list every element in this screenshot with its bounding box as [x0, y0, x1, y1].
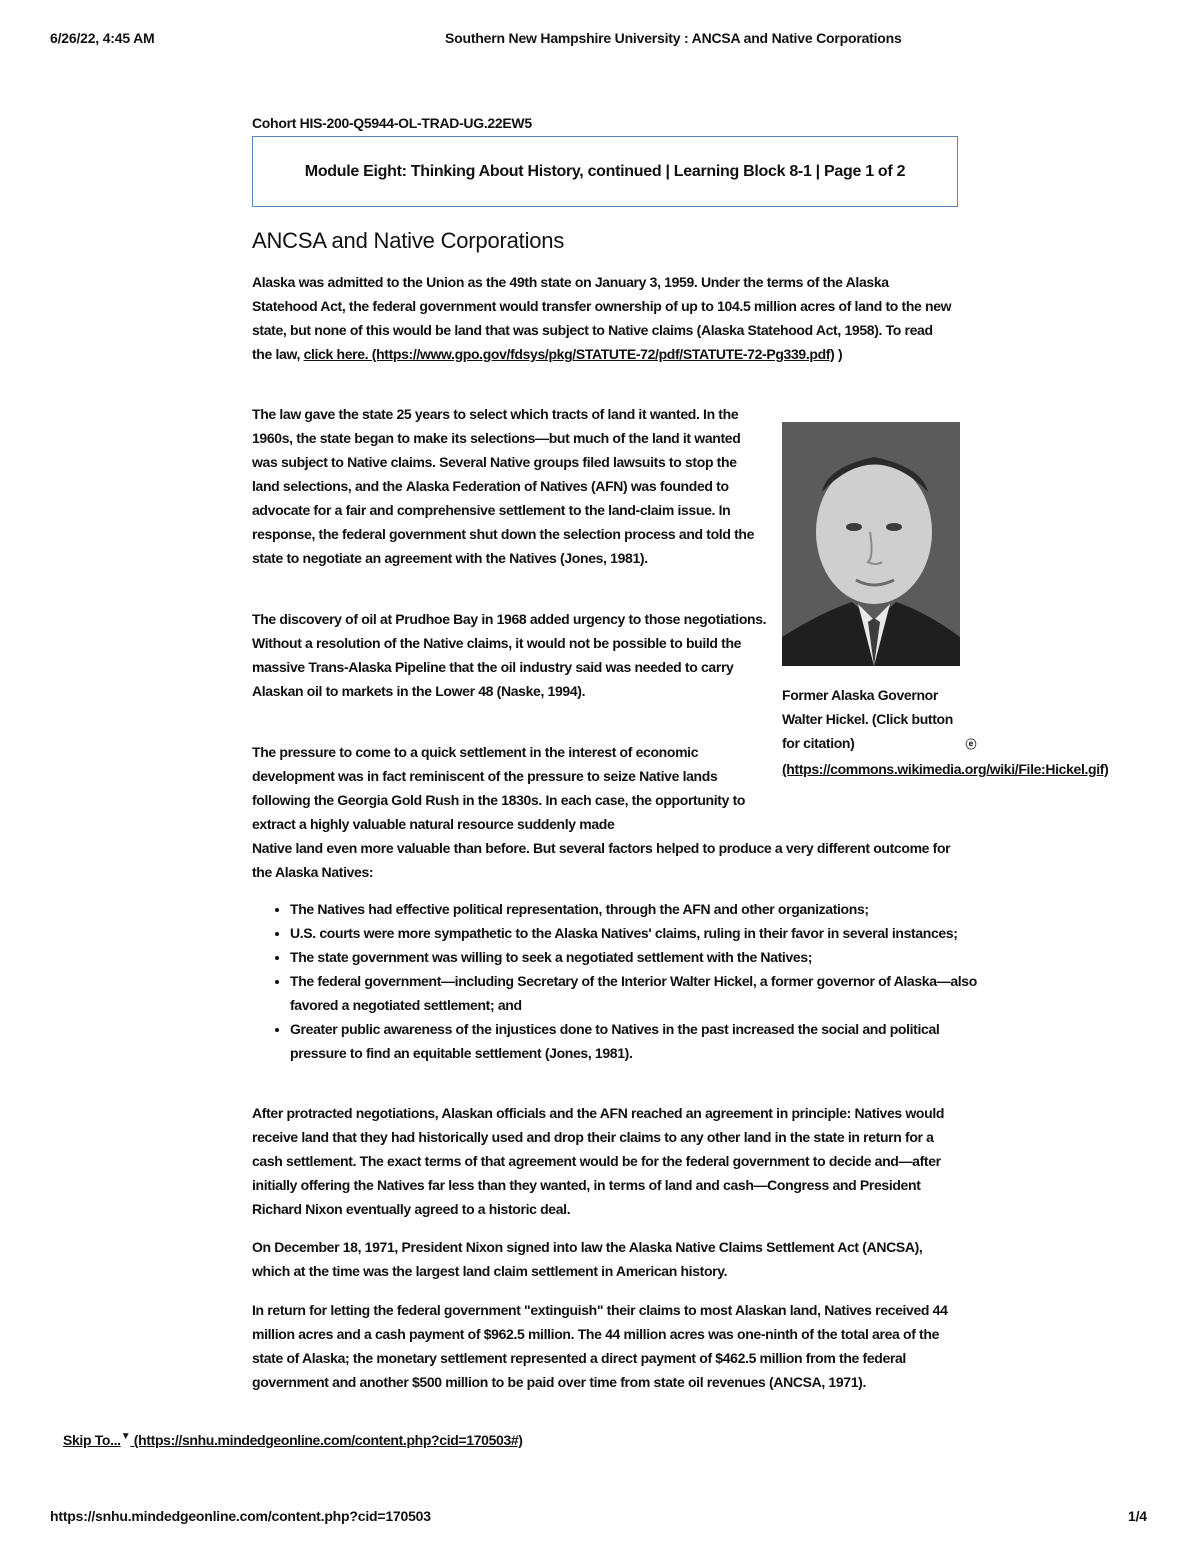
factors-list	[272, 897, 980, 1065]
print-datetime: 6/26/22, 4:45 AM	[50, 30, 155, 46]
paragraph-text: (AFN) was founded to advocate for a fair and comprehensive settlement to the land-claim issue. In response, the federal government shut down the selection process and told the state to negotiate an agreement with the Natives (Jones, 1981).	[252, 478, 755, 566]
print-page-number: 1/4	[1128, 1508, 1147, 1524]
paragraph-pressure-continued: Native land even more valuable than before. But several factors helped to produce a very different outcome for the Alaska Natives:	[252, 840, 951, 880]
skip-to-label[interactable]: Skip To...	[63, 1432, 121, 1448]
statute-link[interactable]: click here. (https://www.gpo.gov/fdsys/pkg/STATUTE-72/pdf/STATUTE-72-Pg339.pdf)	[303, 346, 835, 362]
citation-icon[interactable]: ⓔ	[965, 739, 977, 751]
list-item: • The Natives had effective political representation, through the AFN and other organizations;	[290, 897, 980, 921]
portrait-caption	[782, 683, 1162, 781]
portrait-image	[782, 422, 960, 666]
module-banner-text: Module Eight: Thinking About History, continued | Learning Block 8-1 | Page 1 of 2	[304, 162, 906, 180]
skip-to-url[interactable]: (https://snhu.mindedgeonline.com/content.php?cid=170503#)	[130, 1432, 523, 1448]
print-footer-url: https://snhu.mindedgeonline.com/content.php?cid=170503	[50, 1508, 431, 1524]
paragraph-text: The law gave the state 25 years to select which tracts of land it wanted. In the 1960s, the state began to make its selections—but much of the land it wanted was subject to Native claims. Several Native groups filed lawsuits to stop the land selections, and the	[252, 406, 741, 494]
skip-to-menu[interactable]	[63, 1431, 523, 1448]
list-item: • The federal government—including Secretary of the Interior Walter Hickel, a former governor of Alaska—also favored a negotiated settlement; and	[290, 969, 980, 1017]
list-item: • U.S. courts were more sympathetic to the Alaska Natives' claims, ruling in their favor in several instances;	[290, 921, 980, 945]
list-item: • The state government was willing to seek a negotiated settlement with the Natives;	[290, 945, 980, 969]
list-item: • Greater public awareness of the injustices done to Natives in the past increased the social and political pressure to find an equitable settlement (Jones, 1981).	[290, 1017, 980, 1065]
afn-term: Alaska Federation of Natives	[405, 478, 588, 494]
paragraph-pressure: The pressure to come to a quick settlement in the interest of economic development was in fact reminiscent of the pressure to seize Native lands following the Georgia Gold Rush in the 1830s. In each case, the opportunity to extract a highly valuable natural resource suddenly made	[252, 744, 746, 832]
module-banner	[252, 136, 958, 207]
page-title: ANCSA and Native Corporations	[252, 228, 565, 253]
paragraph-ancsa-signed: On December 18, 1971, President Nixon signed into law the Alaska Native Claims Settlement Act (ANCSA), which at the time was the largest land claim settlement in American history.	[252, 1239, 923, 1279]
paragraph-text: Alaska was admitted to the Union as the 49th state on January 3, 1959. Under the terms of the Alaska Statehood Act, the federal government would transfer ownership of up to 104.5 million acres of land to the new state, but none of this would be land that was subject to Native claims (Alaska Statehood Act, 1958). To read the law,	[252, 274, 952, 362]
citation-link[interactable]: (https://commons.wikimedia.org/wiki/File:Hickel.gif)	[782, 761, 1109, 777]
paragraph-land-selection	[252, 402, 757, 570]
paragraph-prudhoe-bay: The discovery of oil at Prudhoe Bay in 1968 added urgency to those negotiations. Without a resolution of the Native claims, it would not be possible to build the massive Trans-Alaska Pipeline that the oil industry said was needed to carry Alaskan oil to markets in the Lower 48 (Naske, 1994).	[252, 611, 767, 699]
chevron-down-icon[interactable]: ▼	[120, 1431, 131, 1442]
paragraph-statehood	[252, 270, 952, 366]
walter-hickel-portrait	[782, 422, 960, 666]
print-page-title: Southern New Hampshire University : ANCSA and Native Corporations	[445, 30, 902, 46]
paragraph-text-end: )	[834, 346, 843, 362]
paragraph-settlement-terms: In return for letting the federal government "extinguish" their claims to most Alaskan land, Natives received 44 million acres and a cash payment of $962.5 million. The 44 million acres was one-ninth of the total area of the state of Alaska; the monetary settlement represented a direct payment of $462.5 million from the federal government and another $500 million to be paid over time from state oil revenues (ANCSA, 1971).	[252, 1302, 948, 1390]
paragraph-negotiations: After protracted negotiations, Alaskan officials and the AFN reached an agreement in principle: Natives would receive land that they had historically used and drop their claims to any other land in the state in return for a cash settlement. The exact terms of that agreement would be for the federal government to decide and—after initially offering the Natives far less than they wanted, in terms of land and cash—Congress and President Richard Nixon eventually agreed to a historic deal.	[252, 1105, 945, 1217]
cohort-label: Cohort HIS-200-Q5944-OL-TRAD-UG.22EW5	[252, 115, 532, 131]
caption-text: Former Alaska Governor Walter Hickel. (Click button for citation)	[782, 687, 953, 751]
